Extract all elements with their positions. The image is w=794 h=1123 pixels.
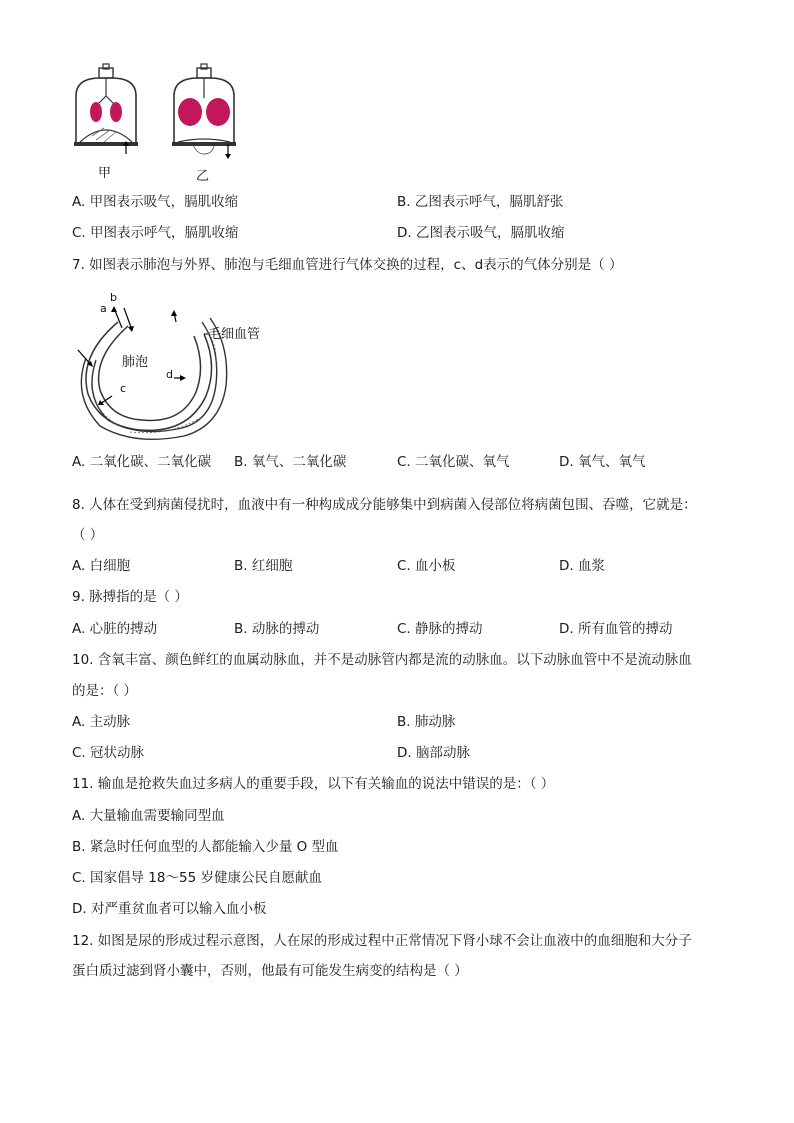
q7-option-a[interactable]: A. 二氧化碳、二氧化碳 xyxy=(72,454,212,470)
bell-jar-yi xyxy=(172,64,236,159)
q8-stem-blank: （ ） xyxy=(72,527,104,543)
bell-jar-jia xyxy=(74,64,138,154)
label-alveolus: 肺泡 xyxy=(122,355,149,370)
lung-left xyxy=(178,98,202,126)
label-b: b xyxy=(110,291,117,304)
q8-option-b[interactable]: B. 红细胞 xyxy=(234,558,293,574)
q10-option-b[interactable]: B. 肺动脉 xyxy=(397,714,456,730)
q12-stem: 12. 如图是尿的形成过程示意图，人在尿的形成过程中正常情况下肾小球不会让血液中的血细胞和大分子 xyxy=(72,933,692,949)
label-capillary: 毛细血管 xyxy=(208,327,261,342)
q10-stem: 10. 含氧丰富、颜色鲜红的血属动脉血，并不是动脉管内都是流的动脉血。以下动脉血管中不是流动脉血 xyxy=(72,652,692,668)
q8-stem: 8. 人体在受到病菌侵扰时，血液中有一种构成成分能够集中到病菌入侵部位将病菌包围、吞噬，它就是： xyxy=(72,497,697,513)
q11-option-a[interactable]: A. 大量输血需要输同型血 xyxy=(72,808,225,824)
q11-stem: 11. 输血是抢救失血过多病人的重要手段，以下有关输血的说法中错误的是：（ ） xyxy=(72,776,555,792)
label-a: a xyxy=(100,302,107,315)
q9-option-b[interactable]: B. 动脉的搏动 xyxy=(234,621,320,637)
label-jia: 甲 xyxy=(98,166,112,181)
q9-option-c[interactable]: C. 静脉的搏动 xyxy=(397,621,483,637)
q7-stem: 7. 如图表示肺泡与外界、肺泡与毛细血管进行气体交换的过程，c、d表示的气体分别是（ ） xyxy=(72,257,623,273)
q6-option-d[interactable]: D. 乙图表示吸气，膈肌收缩 xyxy=(397,225,565,241)
q9-option-a[interactable]: A. 心脏的搏动 xyxy=(72,621,158,637)
bell-jar-figure xyxy=(70,62,250,190)
q9-option-d[interactable]: D. 所有血管的搏动 xyxy=(559,621,673,637)
q10-option-a[interactable]: A. 主动脉 xyxy=(72,714,131,730)
q8-option-a[interactable]: A. 白细胞 xyxy=(72,558,131,574)
q6-option-c[interactable]: C. 甲图表示呼气，膈肌收缩 xyxy=(72,225,239,241)
alveolus-figure xyxy=(70,286,290,442)
q10-option-d[interactable]: D. 脑部动脉 xyxy=(397,745,470,761)
q8-option-d[interactable]: D. 血浆 xyxy=(559,558,605,574)
q11-option-b[interactable]: B. 紧急时任何血型的人都能输入少量 O 型血 xyxy=(72,839,339,855)
q10-stem-line2: 的是：（ ） xyxy=(72,683,138,699)
q7-option-b[interactable]: B. 氧气、二氧化碳 xyxy=(234,454,347,470)
lung-right xyxy=(110,102,122,122)
lung-right xyxy=(206,98,230,126)
label-c: c xyxy=(120,382,127,395)
q7-option-d[interactable]: D. 氧气、氧气 xyxy=(559,454,646,470)
q11-option-d[interactable]: D. 对严重贫血者可以输入血小板 xyxy=(72,901,267,917)
q6-option-a[interactable]: A. 甲图表示吸气，膈肌收缩 xyxy=(72,194,239,210)
label-d: d xyxy=(166,368,173,381)
q7-option-c[interactable]: C. 二氧化碳、氧气 xyxy=(397,454,510,470)
q12-stem-line2: 蛋白质过滤到肾小囊中，否则，他最有可能发生病变的结构是（ ） xyxy=(72,963,468,979)
q8-option-c[interactable]: C. 血小板 xyxy=(397,558,456,574)
q9-stem: 9. 脉搏指的是（ ） xyxy=(72,589,188,605)
lung-left xyxy=(90,102,102,122)
q10-option-c[interactable]: C. 冠状动脉 xyxy=(72,745,145,761)
q11-option-c[interactable]: C. 国家倡导 18～55 岁健康公民自愿献血 xyxy=(72,870,322,886)
label-yi: 乙 xyxy=(196,169,210,184)
q6-option-b[interactable]: B. 乙图表示呼气，膈肌舒张 xyxy=(397,194,564,210)
